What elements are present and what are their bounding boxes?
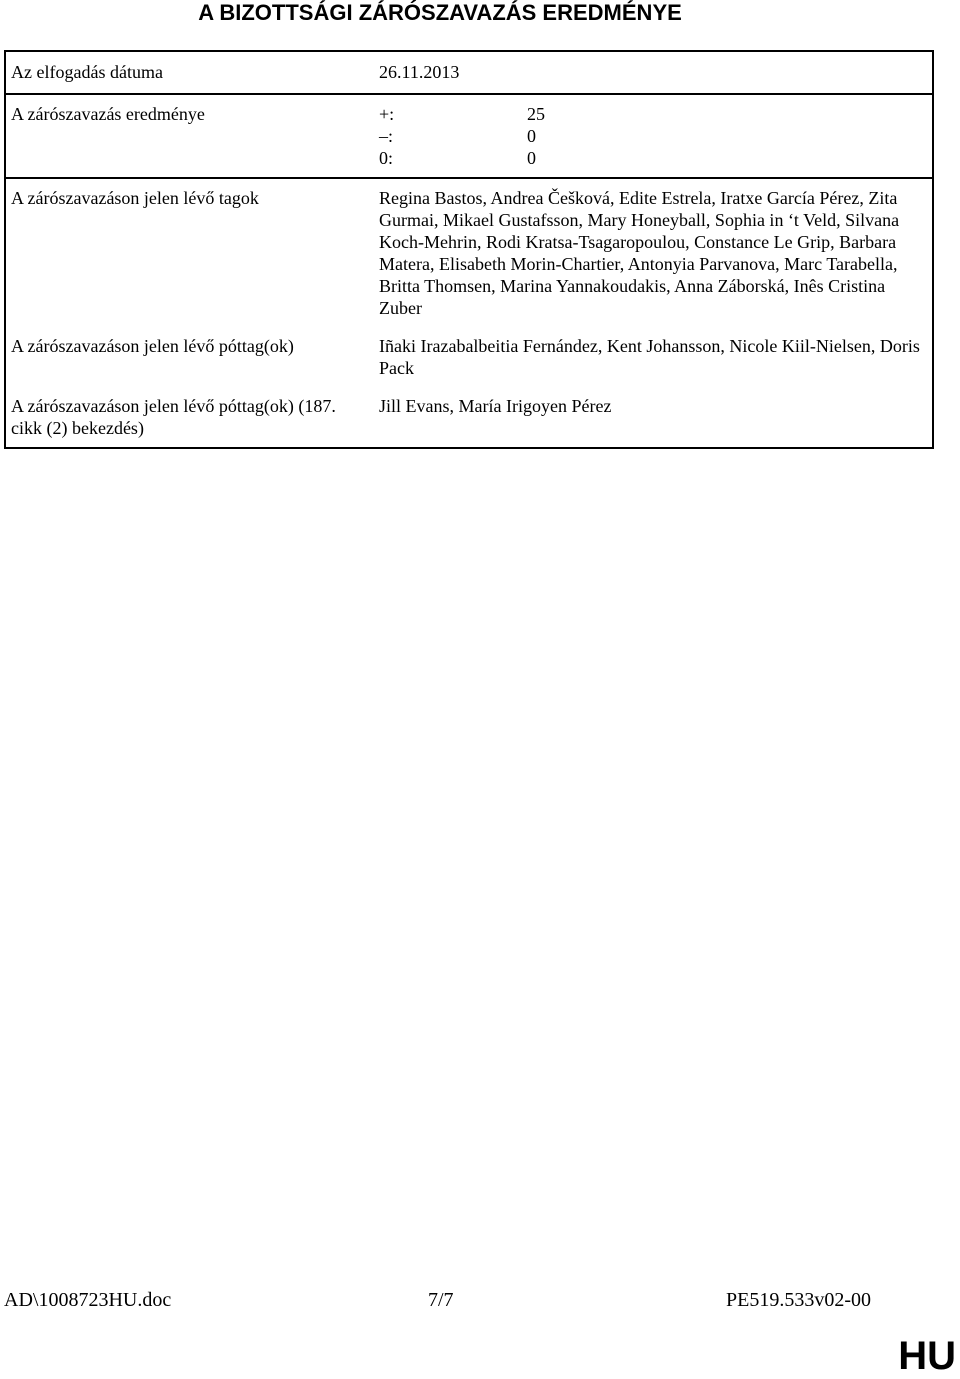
substitutes-187-label: A zárószavazáson jelen lévő póttag(ok) (187. cikk (2) bekezdés) xyxy=(11,396,336,438)
vote-for-count: 25 xyxy=(527,104,545,124)
vote-abstain-sign: 0: xyxy=(379,148,394,168)
substitutes-187-row xyxy=(5,387,933,448)
vote-abstain-count: 0 xyxy=(527,148,536,168)
substitutes-label: A zárószavazáson jelen lévő póttag(ok) xyxy=(11,336,294,356)
adoption-date-row xyxy=(5,51,933,94)
substitutes-row xyxy=(5,327,933,387)
substitutes-value: Iñaki Irazabalbeitia Fernández, Kent Johansson, Nicole Kiil-Nielsen, Doris Pack xyxy=(379,336,920,378)
vote-for xyxy=(379,103,549,125)
vote-result-table xyxy=(4,50,934,449)
adoption-date-label: Az elfogadás dátuma xyxy=(5,51,371,94)
doc-reference: AD\1008723HU.doc xyxy=(4,1289,172,1311)
substitutes-187-value: Jill Evans, María Irigoyen Pérez xyxy=(379,396,612,416)
page-title: A BIZOTTSÁGI ZÁRÓSZAVAZÁS EREDMÉNYE xyxy=(198,0,682,25)
vote-against xyxy=(379,125,549,147)
language-code: HU xyxy=(898,1334,956,1378)
final-vote-label: A zárószavazás eredménye xyxy=(5,94,371,178)
vote-against-count: 0 xyxy=(527,126,536,146)
adoption-date-value: 26.11.2013 xyxy=(371,51,933,94)
members-label: A zárószavazáson jelen lévő tagok xyxy=(11,188,259,208)
members-row xyxy=(5,178,933,327)
vote-abstain xyxy=(379,147,549,169)
page-number: 7/7 xyxy=(428,1289,454,1311)
members-value: Regina Bastos, Andrea Češková, Edite Estrela, Iratxe García Pérez, Zita Gurmai, Mikael Gustafsson, Mary Honeyball, Sophia in ‘t Veld, Silvana Koch-Mehrin, Rodi Kratsa-Tsagaropoulou, Constance Le Grip, Barbara Matera, Elisabeth Morin-Chartier, Antonyia Parvanova, Marc Tarabella, Britta Thomsen, Marina Yannakoudakis, Anna Záborská, Inês Cristina Zuber xyxy=(379,188,900,318)
pe-reference: PE519.533v02-00 xyxy=(726,1289,871,1311)
final-vote-row xyxy=(5,94,933,178)
vote-for-sign: +: xyxy=(379,104,395,124)
final-vote-values xyxy=(371,94,933,178)
vote-against-sign: –: xyxy=(379,126,394,146)
